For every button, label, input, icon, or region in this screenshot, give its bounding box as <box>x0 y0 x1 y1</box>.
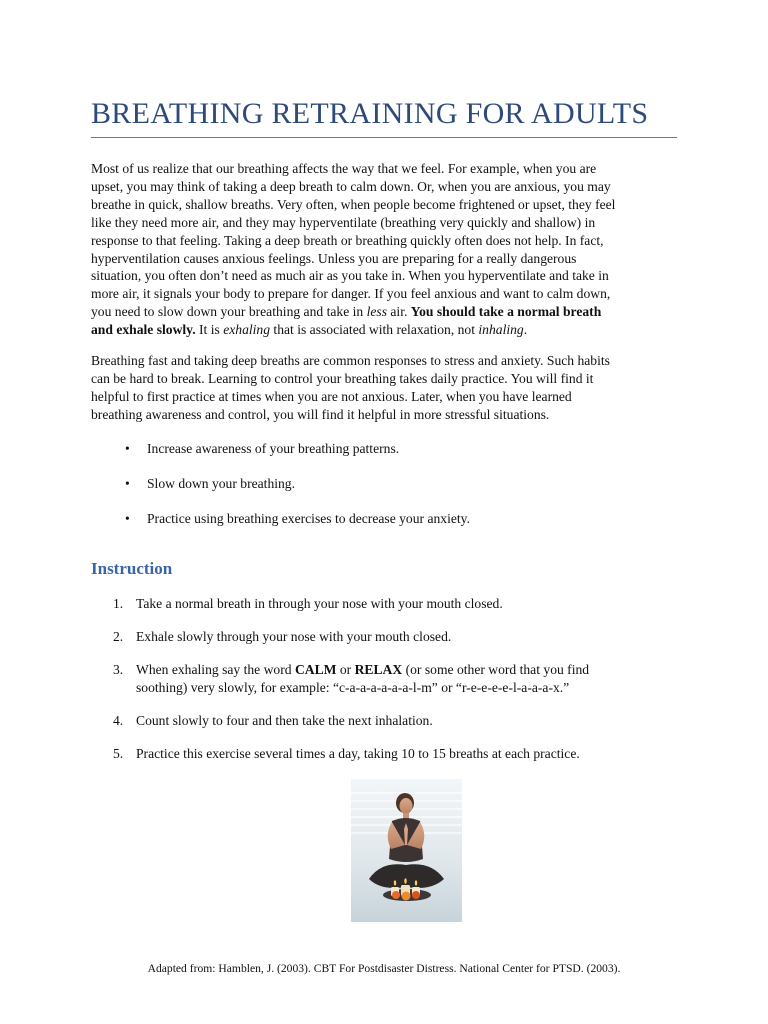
text-line: breathe in quick, shallow breaths. Very often, when people become frightened or upset, they feel <box>91 196 616 212</box>
step-item <box>91 661 677 696</box>
text-run: It is <box>195 322 224 338</box>
text-line: Breathing fast and taking deep breaths are common responses to stress and anxiety. Such habits <box>91 353 610 368</box>
step-item <box>91 745 677 763</box>
text-line: hyperventilation causes anxious feelings. Unless you are preparing for a really dangerous <box>91 250 577 266</box>
text-line: situation, you often don’t need as much air as you take in. When you hyperventilate and take in <box>91 268 609 284</box>
step-number: 4. <box>113 712 124 728</box>
step-item <box>91 628 677 646</box>
step-text: Practice this exercise several times a day, taking 10 to 15 breaths at each practice. <box>136 745 580 761</box>
text-run: or <box>336 662 355 677</box>
text-line: upset, you may think of taking a deep breath to calm down. Or, when you are anxious, you may <box>91 178 611 194</box>
text-line: breathing awareness and control, you will find it helpful in more stressful situations. <box>91 406 550 422</box>
bold-advice: and exhale slowly. <box>91 322 196 338</box>
list-item <box>91 475 677 510</box>
bullet-icon: • <box>125 441 130 456</box>
emphasis-less: less <box>366 304 387 320</box>
text-run: you need to slow down your breathing and take in <box>91 304 367 320</box>
list-item <box>91 440 677 475</box>
text-line: more air, it signals your body to prepare for danger. If you feel anxious and want to calm down, <box>91 286 611 302</box>
text-run: that is associated with relaxation, not <box>270 322 479 338</box>
text-line: response to that feeling. Taking a deep breath or breathing quickly often does not help. In fact, <box>91 232 604 248</box>
step-number: 1. <box>113 596 124 611</box>
text-line: can be hard to break. Learning to control your breathing takes daily practice. You will find it <box>91 370 594 386</box>
page-title: BREATHING RETRAINING FOR ADULTS <box>91 97 649 130</box>
bullet-icon: • <box>125 511 130 526</box>
step-number: 5. <box>113 745 124 761</box>
step-text: Take a normal breath in through your nose with your mouth closed. <box>136 596 503 611</box>
intro-paragraph <box>91 160 677 339</box>
text-line: helpful to first practice at times when you are not anxious. Later, when you have learned <box>91 388 572 404</box>
word-relax: RELAX <box>354 662 403 677</box>
goals-list <box>91 440 677 545</box>
text-line: Most of us realize that our breathing affects the way that we feel. For example, when you are <box>91 161 597 176</box>
meditating-woman-illustration <box>351 779 462 922</box>
step-number: 3. <box>113 662 124 677</box>
title-underline <box>91 137 677 138</box>
step-number: 2. <box>113 629 124 644</box>
meditation-photo <box>351 779 462 922</box>
word-calm: CALM <box>294 662 337 677</box>
text-line: like they need more air, and they may hyperventilate (breathing very quickly and shallow) in <box>91 214 596 230</box>
step-text: Exhale slowly through your nose with your mouth closed. <box>136 629 452 644</box>
emphasis-exhaling: exhaling <box>223 322 271 338</box>
practice-paragraph <box>91 352 677 424</box>
text-run: When exhaling say the word <box>136 662 295 677</box>
step-text: Count slowly to four and then take the next inhalation. <box>136 712 433 728</box>
text-run: . <box>523 322 528 338</box>
bullet-icon: • <box>125 476 130 491</box>
citation-footer: Adapted from: Hamblen, J. (2003). CBT For Postdisaster Distress. National Center for PTSD. (2003). <box>147 962 621 975</box>
bold-advice: You should take a normal breath <box>410 304 602 320</box>
step-text <box>136 662 589 695</box>
list-item-text: Practice using breathing exercises to decrease your anxiety. <box>147 511 470 526</box>
step-item <box>91 595 677 613</box>
step-item <box>91 712 677 730</box>
emphasis-inhaling: inhaling <box>478 322 524 338</box>
text-line <box>91 303 677 321</box>
list-item-text: Increase awareness of your breathing patterns. <box>147 441 400 456</box>
instruction-steps <box>91 595 677 778</box>
instruction-heading: Instruction <box>91 559 173 578</box>
list-item <box>91 510 677 545</box>
list-item-text: Slow down your breathing. <box>147 476 296 491</box>
text-run: air. <box>386 304 411 320</box>
text-run: (or some other word that you find <box>402 662 590 677</box>
text-line <box>91 321 677 339</box>
text-run: soothing) very slowly, for example: “c-a-a-a-a-a-a-l-m” or “r-e-e-e-e-l-a-a-a-x.” <box>136 679 570 695</box>
